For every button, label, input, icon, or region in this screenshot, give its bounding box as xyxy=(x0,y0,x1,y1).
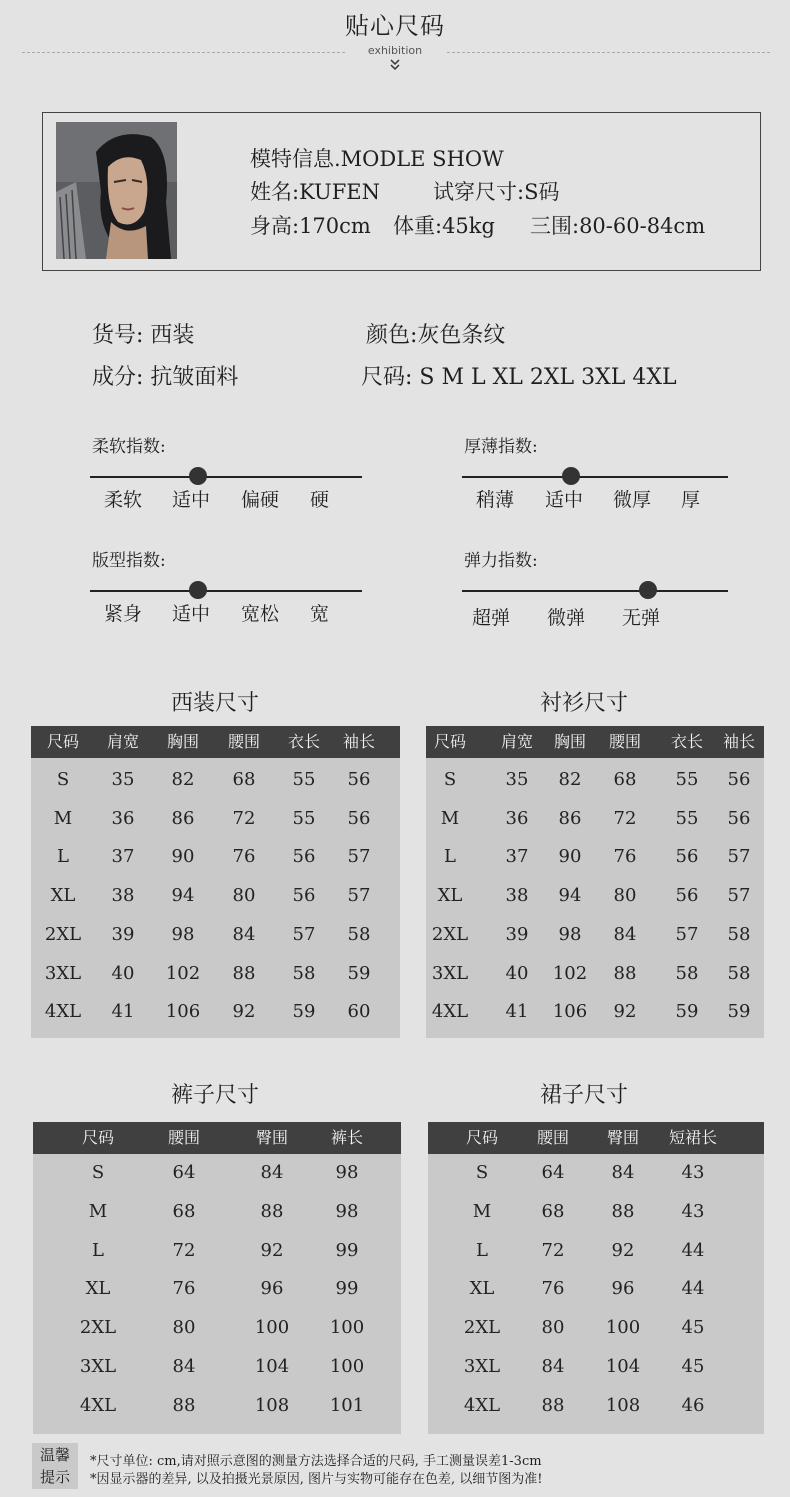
table-row xyxy=(31,963,400,987)
table-cell: 56 xyxy=(347,769,371,790)
index-title: 弹力指数: xyxy=(464,551,538,571)
index-title: 柔软指数: xyxy=(92,437,166,457)
index-option-label: 紧身 xyxy=(104,603,143,625)
table-cell: 35 xyxy=(505,769,529,790)
index-title: 版型指数: xyxy=(92,551,166,571)
table-row xyxy=(428,1356,764,1380)
tips-note-1: *尺寸单位: cm,请对照示意图的测量方法选择合适的尺码, 手工测量误差1-3cm xyxy=(90,1454,542,1469)
table-header-cell: 衣长 xyxy=(670,732,703,751)
table-cell: 57 xyxy=(675,923,699,945)
table-cell: 82 xyxy=(171,769,195,790)
index-option-label: 适中 xyxy=(172,603,211,625)
table-cell: 108 xyxy=(254,1394,290,1416)
table-cell: 88 xyxy=(611,1200,635,1222)
table-header-cell: 尺码 xyxy=(465,1128,498,1147)
table-cell: 106 xyxy=(552,1001,588,1023)
table-cell: 59 xyxy=(727,1001,751,1023)
table-cell: 36 xyxy=(111,807,135,829)
skirt-size-table xyxy=(428,1122,764,1434)
shirt-table-header xyxy=(426,726,764,758)
pants-table-header xyxy=(33,1122,401,1154)
table-row xyxy=(33,1395,401,1419)
table-header-cell: 尺码 xyxy=(46,732,79,751)
table-cell: 2XL xyxy=(79,1317,117,1339)
table-cell: 76 xyxy=(613,846,637,868)
table-cell: 64 xyxy=(541,1162,565,1183)
table-cell: L xyxy=(92,1239,104,1261)
table-row xyxy=(31,808,400,832)
table-row xyxy=(428,1162,764,1186)
table-row xyxy=(33,1278,401,1302)
table-cell: 68 xyxy=(172,1200,196,1222)
table-row xyxy=(428,1240,764,1264)
table-cell: 45 xyxy=(681,1356,705,1377)
table-cell: 86 xyxy=(171,807,195,829)
table-cell: 72 xyxy=(232,807,256,829)
index-option-label: 宽松 xyxy=(241,603,280,625)
table-cell: 104 xyxy=(254,1356,290,1377)
table-row xyxy=(31,846,400,870)
table-cell: 80 xyxy=(232,885,256,907)
skirt-table-body xyxy=(428,1154,764,1434)
table-cell: 44 xyxy=(681,1278,705,1300)
table-cell: XL xyxy=(437,885,463,907)
table-cell: 39 xyxy=(111,923,135,945)
skirt-table-header xyxy=(428,1122,764,1154)
table-header-cell: 肩宽 xyxy=(500,732,533,751)
table-cell: M xyxy=(53,807,73,829)
table-header-cell: 衣长 xyxy=(287,732,320,751)
table-cell: 55 xyxy=(675,769,699,790)
table-cell: 38 xyxy=(111,885,135,907)
table-cell: 94 xyxy=(558,885,582,907)
table-header-cell: 裤长 xyxy=(330,1128,363,1147)
pants-table-body xyxy=(33,1154,401,1434)
table-cell: M xyxy=(88,1200,108,1222)
index-option-label: 适中 xyxy=(545,489,584,511)
table-cell: 92 xyxy=(613,1001,637,1023)
table-cell: 4XL xyxy=(431,1001,469,1023)
table-cell: 108 xyxy=(605,1394,641,1416)
suit-table-header xyxy=(31,726,400,758)
table-header-cell: 臀围 xyxy=(606,1128,639,1147)
table-row xyxy=(426,885,764,909)
table-cell: 58 xyxy=(292,962,316,984)
product-material: 成分: 抗皱面料 xyxy=(92,365,239,390)
table-cell: 84 xyxy=(172,1356,196,1377)
table-cell: 88 xyxy=(232,962,256,984)
index-option-label: 无弹 xyxy=(622,607,661,629)
table-cell: 84 xyxy=(611,1162,635,1183)
header-subtitle: exhibition xyxy=(345,44,445,57)
table-cell: 90 xyxy=(558,846,582,868)
model-name: 姓名:KUFEN xyxy=(250,180,380,204)
index-option-label: 厚 xyxy=(681,489,701,511)
table-cell: 76 xyxy=(541,1278,565,1300)
table-cell: L xyxy=(57,846,69,868)
pants-table-title: 裤子尺寸 xyxy=(170,1083,259,1108)
table-cell: 106 xyxy=(165,1001,201,1023)
table-cell: 92 xyxy=(611,1239,635,1261)
table-cell: 4XL xyxy=(79,1394,117,1416)
shirt-size-table xyxy=(426,726,764,1038)
table-cell: 82 xyxy=(558,769,582,790)
table-header-cell: 短裙长 xyxy=(668,1128,717,1147)
table-cell: 57 xyxy=(347,885,371,907)
table-row xyxy=(428,1395,764,1419)
table-cell: 2XL xyxy=(431,923,469,945)
table-cell: 68 xyxy=(613,769,637,790)
index-selected-dot xyxy=(639,581,657,599)
table-row xyxy=(31,885,400,909)
table-cell: 56 xyxy=(675,885,699,907)
suit-table-body xyxy=(31,758,400,1038)
index-option-label: 微弹 xyxy=(547,607,586,629)
table-cell: 57 xyxy=(292,923,316,945)
table-cell: 88 xyxy=(541,1394,565,1416)
table-row xyxy=(428,1278,764,1302)
pants-size-table xyxy=(33,1122,401,1434)
table-cell: 43 xyxy=(681,1162,705,1183)
table-row xyxy=(31,769,400,793)
table-header-cell: 肩宽 xyxy=(106,732,139,751)
table-cell: XL xyxy=(50,885,76,907)
index-scale-line xyxy=(462,476,728,478)
table-row xyxy=(426,769,764,793)
table-cell: S xyxy=(91,1162,105,1183)
table-cell: S xyxy=(443,769,457,790)
table-cell: 39 xyxy=(505,923,529,945)
table-cell: 41 xyxy=(111,1001,135,1023)
model-measurements: 三围:80-60-84cm xyxy=(530,214,706,238)
shirt-table-title: 衬衫尺寸 xyxy=(539,691,628,716)
table-cell: 58 xyxy=(347,923,371,945)
table-header-cell: 胸围 xyxy=(553,732,586,751)
table-cell: 72 xyxy=(541,1239,565,1261)
table-cell: 96 xyxy=(611,1278,635,1300)
table-cell: XL xyxy=(85,1278,111,1300)
table-cell: 59 xyxy=(347,962,371,984)
table-cell: 60 xyxy=(347,1001,371,1023)
table-header-cell: 袖长 xyxy=(722,732,755,751)
index-scale-line xyxy=(90,590,362,592)
table-cell: 58 xyxy=(727,923,751,945)
table-cell: 56 xyxy=(675,846,699,868)
table-cell: 37 xyxy=(505,846,529,868)
table-cell: 72 xyxy=(613,807,637,829)
table-cell: 4XL xyxy=(463,1394,501,1416)
suit-table-title: 西装尺寸 xyxy=(170,691,259,716)
table-cell: M xyxy=(472,1200,492,1222)
table-row xyxy=(426,808,764,832)
table-cell: 98 xyxy=(335,1200,359,1222)
skirt-table-title: 裙子尺寸 xyxy=(539,1083,628,1108)
table-cell: L xyxy=(444,846,456,868)
table-cell: 100 xyxy=(329,1317,365,1339)
table-cell: 55 xyxy=(292,807,316,829)
index-option-label: 稍薄 xyxy=(476,489,515,511)
table-cell: 40 xyxy=(505,962,529,984)
tips-label xyxy=(32,1443,78,1489)
table-cell: 59 xyxy=(675,1001,699,1023)
table-cell: 56 xyxy=(727,769,751,790)
table-cell: 99 xyxy=(335,1239,359,1261)
table-cell: 38 xyxy=(505,885,529,907)
table-cell: 55 xyxy=(675,807,699,829)
table-header-cell: 腰围 xyxy=(227,732,260,751)
table-cell: 98 xyxy=(171,923,195,945)
table-cell: 55 xyxy=(292,769,316,790)
table-header-cell: 腰围 xyxy=(536,1128,569,1147)
table-cell: 94 xyxy=(171,885,195,907)
tips-label-bottom: 提示 xyxy=(39,1468,70,1486)
table-cell: 84 xyxy=(613,923,637,945)
product-color: 颜色:灰色条纹 xyxy=(366,323,506,348)
table-cell: 86 xyxy=(558,807,582,829)
table-cell: 44 xyxy=(681,1239,705,1261)
table-row xyxy=(33,1317,401,1341)
index-selected-dot xyxy=(562,467,580,485)
table-row xyxy=(426,846,764,870)
table-header-cell: 尺码 xyxy=(81,1128,114,1147)
model-photo xyxy=(56,122,177,259)
table-cell: 76 xyxy=(172,1278,196,1300)
product-item-no: 货号: 西装 xyxy=(92,323,195,348)
index-selected-dot xyxy=(189,467,207,485)
table-cell: 102 xyxy=(552,962,588,984)
table-row xyxy=(33,1356,401,1380)
product-sizes: 尺码: S M L XL 2XL 3XL 4XL xyxy=(361,365,677,390)
table-cell: 3XL xyxy=(79,1356,117,1377)
table-row xyxy=(426,1001,764,1025)
index-scale-line xyxy=(462,590,728,592)
model-height: 身高:170cm xyxy=(250,214,371,238)
table-cell: 2XL xyxy=(463,1317,501,1339)
index-title: 厚薄指数: xyxy=(464,437,538,457)
table-header-cell: 胸围 xyxy=(166,732,199,751)
table-header-cell: 袖长 xyxy=(342,732,375,751)
table-cell: 72 xyxy=(172,1239,196,1261)
table-row xyxy=(428,1317,764,1341)
table-cell: 100 xyxy=(329,1356,365,1377)
table-cell: 3XL xyxy=(44,962,82,984)
table-cell: 35 xyxy=(111,769,135,790)
index-scale-line xyxy=(90,476,362,478)
table-cell: 98 xyxy=(335,1162,359,1183)
table-cell: 57 xyxy=(347,846,371,868)
table-row xyxy=(428,1201,764,1225)
index-option-label: 超弹 xyxy=(472,607,511,629)
table-cell: 46 xyxy=(681,1394,705,1416)
table-cell: 101 xyxy=(329,1394,365,1416)
double-chevron-down-icon xyxy=(385,58,405,72)
table-cell: 99 xyxy=(335,1278,359,1300)
table-cell: 56 xyxy=(727,807,751,829)
model-try-size: 试穿尺寸:S码 xyxy=(433,180,560,204)
table-header-cell: 腰围 xyxy=(608,732,641,751)
table-cell: 100 xyxy=(254,1317,290,1339)
table-cell: M xyxy=(440,807,460,829)
table-cell: 88 xyxy=(260,1200,284,1222)
model-info-title: 模特信息.MODLE SHOW xyxy=(250,147,504,171)
table-cell: 102 xyxy=(165,962,201,984)
table-cell: 68 xyxy=(232,769,256,790)
table-cell: 90 xyxy=(171,846,195,868)
table-cell: XL xyxy=(469,1278,495,1300)
table-cell: 80 xyxy=(172,1317,196,1339)
table-cell: 100 xyxy=(605,1317,641,1339)
table-cell: 84 xyxy=(232,923,256,945)
table-header-cell: 尺码 xyxy=(433,732,466,751)
suit-size-table xyxy=(31,726,400,1038)
table-cell: 84 xyxy=(260,1162,284,1183)
table-cell: 80 xyxy=(541,1317,565,1339)
shirt-table-body xyxy=(426,758,764,1038)
tips-label-top: 温馨 xyxy=(39,1446,70,1464)
table-cell: 92 xyxy=(232,1001,256,1023)
table-cell: 3XL xyxy=(431,962,469,984)
index-option-label: 微厚 xyxy=(613,489,652,511)
table-cell: 57 xyxy=(727,846,751,868)
table-cell: 2XL xyxy=(44,923,82,945)
table-cell: 37 xyxy=(111,846,135,868)
table-cell: 41 xyxy=(505,1001,529,1023)
table-cell: 59 xyxy=(292,1001,316,1023)
table-cell: 43 xyxy=(681,1200,705,1222)
index-option-label: 硬 xyxy=(310,489,330,511)
table-cell: 104 xyxy=(605,1356,641,1377)
table-cell: 80 xyxy=(613,885,637,907)
index-option-label: 适中 xyxy=(172,489,211,511)
index-option-label: 宽 xyxy=(310,603,330,625)
table-row xyxy=(33,1162,401,1186)
model-weight: 体重:45kg xyxy=(393,214,495,238)
table-row xyxy=(33,1201,401,1225)
index-selected-dot xyxy=(189,581,207,599)
table-cell: 92 xyxy=(260,1239,284,1261)
table-cell: 64 xyxy=(172,1162,196,1183)
table-header-cell: 臀围 xyxy=(255,1128,288,1147)
table-row xyxy=(31,1001,400,1025)
table-cell: 68 xyxy=(541,1200,565,1222)
table-cell: S xyxy=(475,1162,489,1183)
table-cell: 88 xyxy=(613,962,637,984)
table-cell: 98 xyxy=(558,923,582,945)
table-cell: 58 xyxy=(675,962,699,984)
table-cell: 4XL xyxy=(44,1001,82,1023)
table-cell: 3XL xyxy=(463,1356,501,1377)
table-cell: S xyxy=(56,769,70,790)
table-row xyxy=(426,924,764,948)
page-title: 贴心尺码 xyxy=(345,12,445,40)
table-cell: 56 xyxy=(292,846,316,868)
table-cell: 56 xyxy=(292,885,316,907)
table-cell: 88 xyxy=(172,1394,196,1416)
table-cell: 57 xyxy=(727,885,751,907)
index-option-label: 偏硬 xyxy=(241,489,280,511)
index-option-label: 柔软 xyxy=(104,489,143,511)
table-cell: 45 xyxy=(681,1317,705,1339)
table-row xyxy=(426,963,764,987)
table-header-cell: 腰围 xyxy=(167,1128,200,1147)
table-cell: 58 xyxy=(727,962,751,984)
tips-note-2: *因显示器的差异, 以及拍摄光景原因, 图片与实物可能存在色差, 以细节图为准! xyxy=(90,1472,543,1487)
table-row xyxy=(31,924,400,948)
table-cell: 40 xyxy=(111,962,135,984)
table-cell: 96 xyxy=(260,1278,284,1300)
table-row xyxy=(33,1240,401,1264)
table-cell: 84 xyxy=(541,1356,565,1377)
table-cell: 36 xyxy=(505,807,529,829)
table-cell: 76 xyxy=(232,846,256,868)
table-cell: L xyxy=(476,1239,488,1261)
table-cell: 56 xyxy=(347,807,371,829)
